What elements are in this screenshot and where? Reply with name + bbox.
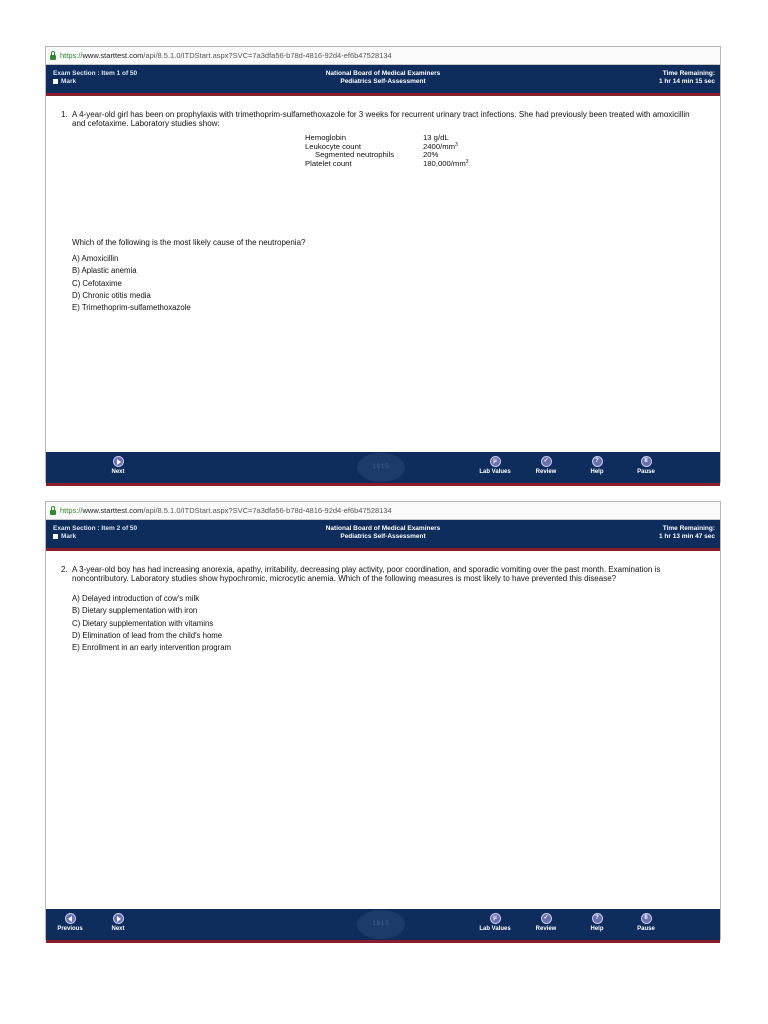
lab-name: Leukocyte count [305,141,361,151]
review-check-icon: ✓ [541,456,552,467]
answer-option-c[interactable]: C) Cefotaxime [72,278,122,288]
nbme-seal-logo: 1915 [357,910,405,939]
url-scheme: https:// [60,506,83,515]
mark-label: Mark [61,533,77,540]
exam-header [46,520,720,551]
answer-option-d[interactable]: D) Elimination of lead from the child's home [72,630,223,640]
help-question-icon: ? [592,913,603,924]
lab-values-label: Lab Values [479,469,511,475]
question-text: A 3-year-old boy has had increasing anorexia, apathy, irritability, decreasing play activity, poor coordination, and sporadic vomiting over the past month. Examination is noncontributory. Laboratory studies show hypochromic, microcytic anemia. Which of the following measures is most likely to have prevented this disease? [72,565,661,584]
answer-options [72,593,231,654]
address-bar[interactable] [46,502,720,520]
lab-values-button[interactable] [475,913,515,932]
lab-table [305,134,469,168]
lab-name: Segmented neutrophils [315,150,395,159]
exam-toolbar [46,909,720,943]
answer-option-c[interactable]: C) Dietary supplementation with vitamins [72,618,214,628]
time-remaining: 1 hr 14 min 15 sec [658,78,715,85]
help-label: Help [590,926,604,932]
lab-value: 20% [423,150,439,159]
mark-label: Mark [61,78,77,85]
section-label: Exam Section : Item 1 of 50 [53,70,138,77]
answer-option-e[interactable]: E) Enrollment in an early intervention program [72,643,232,653]
review-button[interactable] [526,456,566,475]
next-arrow-icon [113,913,124,924]
lab-name: Hemoglobin [305,133,347,142]
lab-values-button[interactable] [475,456,515,475]
lock-icon [50,510,56,515]
lab-values-icon: μ [490,456,501,467]
url-host: www.starttest.com [82,506,144,515]
next-arrow-icon [113,456,124,467]
next-button[interactable] [98,913,138,932]
review-label: Review [535,469,557,475]
pause-label: Pause [637,469,655,475]
time-label: Time Remaining: [662,70,715,77]
time-label: Time Remaining: [662,525,715,532]
lab-value: $180,000/mm^3$ [423,158,469,168]
answer-option-d[interactable]: D) Chronic otitis media [72,290,151,300]
exam-window-1 [45,46,721,483]
pause-button[interactable] [626,913,666,932]
question-number: 1. [61,110,68,119]
answer-options [72,253,191,314]
help-button[interactable] [577,456,617,475]
help-question-icon: ? [592,456,603,467]
lab-values-icon: μ [490,913,501,924]
question-text: A 4-year-old girl has been on prophylaxis with trimethoprim-sulfamethoxazole for 3 weeks for recurrent urinary tract infections. She had previously been treated with amoxicillin and cefotaxime. Laboratory studies show: [72,110,690,129]
exam-window-2 [45,501,721,940]
board-name: National Board of Medical Examiners [325,525,441,532]
exam-toolbar [46,452,720,486]
previous-arrow-icon [65,913,76,924]
lab-values-label: Lab Values [479,926,511,932]
exam-header [46,65,720,96]
help-button[interactable] [577,913,617,932]
answer-option-a[interactable]: A) Amoxicillin [72,254,119,263]
nbme-seal-logo: 1915 [357,453,405,482]
assessment-name: Pediatrics Self-Assessment [340,533,426,540]
lab-value: $2400/mm^3$ [423,141,458,151]
next-button[interactable] [98,456,138,475]
url-path: /api/8.5.1.0/ITDStart.aspx?SVC=7a3dfa56-b78d-4816-92d4-ef6b47528134 [143,51,392,60]
question-prompt: Which of the following is the most likely cause of the neutropenia? [72,238,306,247]
url-host: www.starttest.com [82,51,144,60]
lock-icon [50,55,56,60]
time-remaining: 1 hr 13 min 47 sec [658,533,715,540]
answer-option-e[interactable]: E) Trimethoprim-sulfamethoxazole [72,303,191,313]
answer-option-a[interactable]: A) Delayed introduction of cow's milk [72,594,200,603]
answer-option-b[interactable]: B) Dietary supplementation with iron [72,606,198,616]
next-label: Next [111,926,125,932]
lab-name: Platelet count [305,158,352,168]
previous-button[interactable] [50,913,90,932]
lab-value: 13 g/dL [423,133,449,142]
pause-icon: II [641,913,652,924]
answer-option-b[interactable]: B) Aplastic anemia [72,266,137,276]
lab-row [305,160,469,169]
assessment-name: Pediatrics Self-Assessment [340,78,426,85]
next-label: Next [111,469,125,475]
question-stem [61,565,701,584]
section-label: Exam Section : Item 2 of 50 [53,525,138,532]
pause-label: Pause [637,926,655,932]
board-name: National Board of Medical Examiners [325,70,441,77]
help-label: Help [590,469,604,475]
url-scheme: https:// [60,51,83,60]
question-number: 2. [61,565,68,574]
pause-icon: II [641,456,652,467]
pause-button[interactable] [626,456,666,475]
review-label: Review [535,926,557,932]
review-button[interactable] [526,913,566,932]
url-path: /api/8.5.1.0/ITDStart.aspx?SVC=7a3dfa56-b78d-4816-92d4-ef6b47528134 [143,506,392,515]
previous-label: Previous [57,926,83,932]
review-check-icon: ✓ [541,913,552,924]
question-stem [61,110,701,129]
address-bar[interactable] [46,47,720,65]
